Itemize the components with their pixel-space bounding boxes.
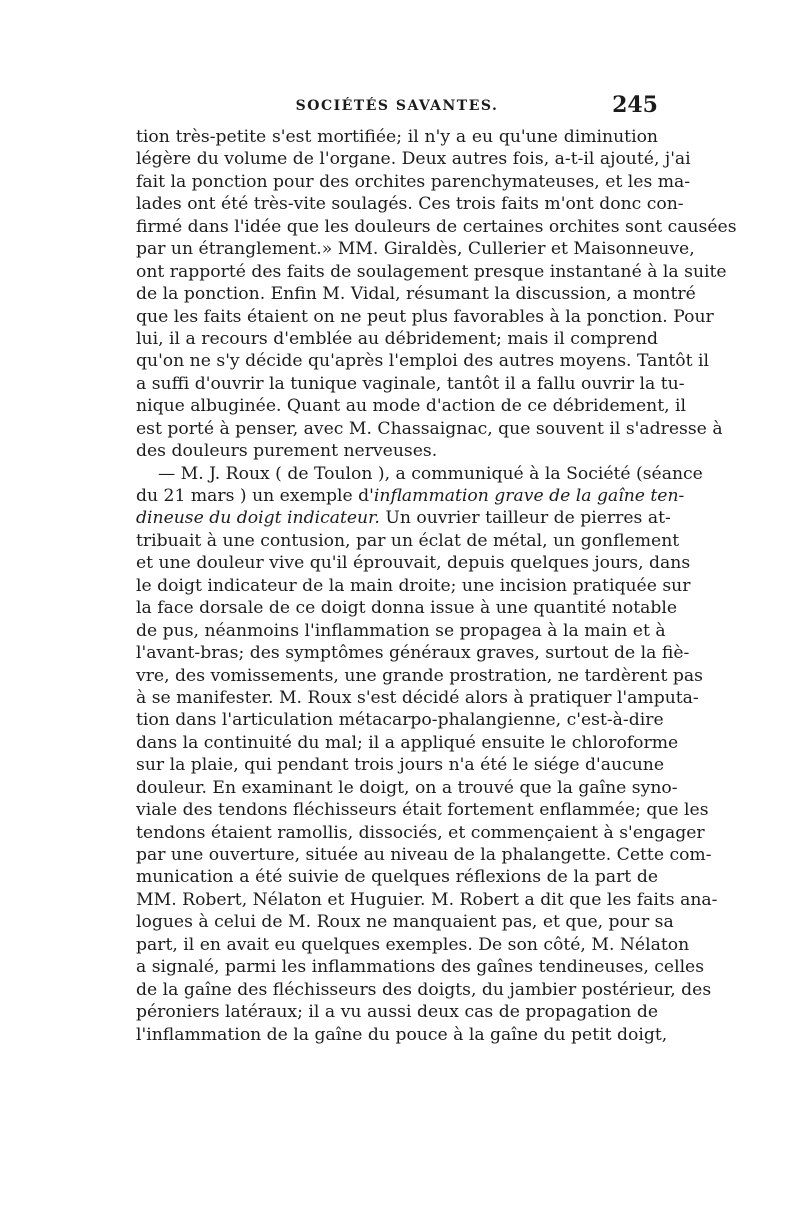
text-line: par un étranglement.» MM. Giraldès, Cullerier et Maisonneuve, [136,239,695,260]
text-line: péroniers latéraux; il a vu aussi deux cas de propagation de [136,1002,658,1023]
text-line: de pus, néanmoins l'inflammation se propagea à la main et à [136,620,666,641]
text-line: de la gaîne des fléchisseurs des doigts, du jambier postérieur, des [136,979,712,1000]
body-text [136,126,737,1046]
running-header [136,92,658,122]
text-line: qu'on ne s'y décide qu'après l'emploi des autres moyens. Tantôt il [136,351,710,372]
text-line: tribuait à une contusion, par un éclat de métal, un gonflement [136,530,680,551]
text-line: ont rapporté des faits de soulagement presque instantané à la suite [136,261,727,282]
text-line: tion très-petite s'est mortifiée; il n'y a eu qu'une diminution [136,127,658,147]
page-number: 245 [612,92,658,118]
text-line: dans la continuité du mal; il a appliqué ensuite le chloroforme [136,732,679,753]
section-title: SOCIÉTÉS SAVANTES. [295,98,499,114]
text-line: des douleurs purement nerveuses. [136,441,438,462]
text-line: la face dorsale de ce doigt donna issue à une quantité notable [136,598,678,619]
text-line: MM. Robert, Nélaton et Huguier. M. Robert a dit que les faits ana- [136,889,718,910]
text-line: l'avant-bras; des symptômes généraux graves, surtout de la fiè- [136,643,690,664]
text-line: — M. J. Roux ( de Toulon ), a communiqué à la Société (séance [158,463,703,484]
text-line: à se manifester. M. Roux s'est décidé alors à pratiquer l'amputa- [136,687,699,708]
text-line: part, il en avait eu quelques exemples. De son côté, M. Nélaton [136,934,690,955]
text-line: tendons étaient ramollis, dissociés, et commençaient à s'engager [136,822,705,843]
text-line: fait la ponction pour des orchites parenchymateuses, et les ma- [136,171,691,192]
text-line: a signalé, parmi les inflammations des gaînes tendineuses, celles [136,957,705,978]
text-line: légère du volume de l'organe. Deux autres fois, a-t-il ajouté, j'ai [136,149,691,170]
italic-phrase: dineuse du doigt indicateur. [136,508,380,529]
text-line: logues à celui de M. Roux ne manquaient pas, et que, pour sa [136,912,674,933]
text-line: a suffi d'ouvrir la tunique vaginale, tantôt il a fallu ouvrir la tu- [136,373,685,394]
text-segment: Un ouvrier tailleur de pierres at- [379,508,671,529]
text-segment: du 21 mars ) un exemple d' [136,486,374,506]
text-line: est porté à penser, avec M. Chassaignac, que souvent il s'adresse à [136,418,723,439]
text-line: que les faits étaient on ne peut plus favorables à la ponction. Pour [136,306,714,327]
text-line: sur la plaie, qui pendant trois jours n'a été le siége d'aucune [136,755,665,776]
text-line: l'inflammation de la gaîne du pouce à la gaîne du petit doigt, [136,1024,668,1045]
text-line: viale des tendons fléchisseurs était fortement enflammée; que les [136,800,709,821]
text-line: nique albuginée. Quant au mode d'action de ce débridement, il [136,396,687,417]
text-line: lades ont été très-vite soulagés. Ces trois faits m'ont donc con- [136,194,684,215]
text-line: de la ponction. Enfin M. Vidal, résumant la discussion, a montré [136,284,696,305]
text-line: par une ouverture, située au niveau de la phalangette. Cette com- [136,845,712,865]
text-line [136,485,685,507]
text-line [136,507,671,529]
text-line: munication a été suivie de quelques réflexions de la part de [136,867,658,888]
italic-phrase: inflammation grave de la gaîne ten- [373,486,685,506]
text-line: le doigt indicateur de la main droite; une incision pratiquée sur [136,575,691,596]
text-line: et une douleur vive qu'il éprouvait, depuis quelques jours, dans [136,553,691,574]
text-line: vre, des vomissements, une grande prostration, ne tardèrent pas [136,665,703,686]
text-line: tion dans l'articulation métacarpo-phalangienne, c'est-à-dire [136,710,664,731]
text-line: lui, il a recours d'emblée au débridement; mais il comprend [136,328,658,349]
text-line: douleur. En examinant le doigt, on a trouvé que la gaîne syno- [136,777,678,798]
text-line: firmé dans l'idée que les douleurs de certaines orchites sont causées [136,216,737,237]
